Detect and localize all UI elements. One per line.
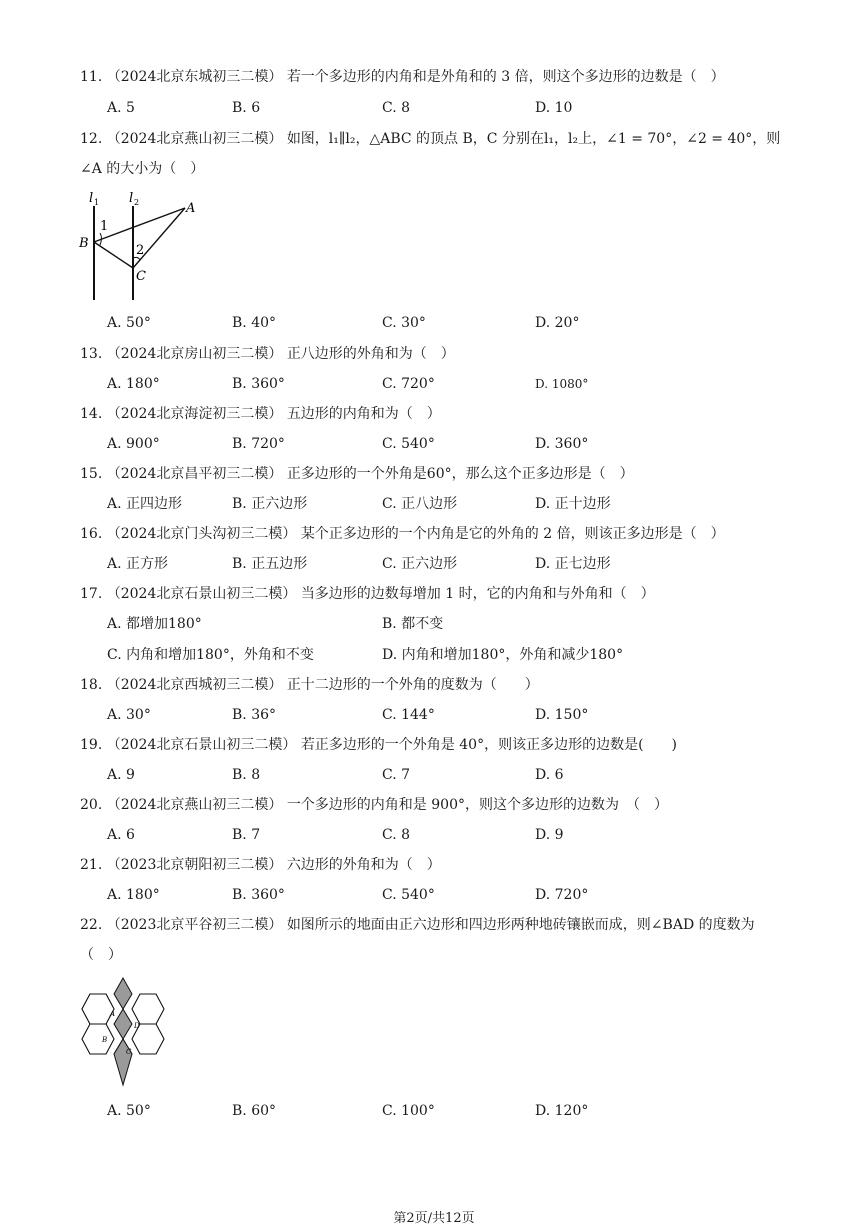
question-source: （2024北京昌平初三二模） <box>106 466 283 482</box>
option-d: D. 10 <box>535 100 573 116</box>
option-d: D. 1080° <box>535 377 589 391</box>
question-source: （2024北京东城初三二模） <box>106 69 283 85</box>
question-source: （2024北京燕山初三二模） <box>106 797 283 813</box>
question-source: （2024北京西城初三二模） <box>106 677 283 693</box>
question-number: 11. <box>80 69 103 85</box>
option-a: A. 6 <box>107 827 135 843</box>
rhombus-tile <box>114 978 132 1009</box>
figure-parallel-lines-triangle <box>76 188 206 306</box>
question-source: （2023北京平谷初三二模） <box>106 917 283 933</box>
option-a: A. 180° <box>107 376 160 392</box>
option-a: A. 50° <box>107 315 151 331</box>
option-a: A. 900° <box>107 436 160 452</box>
question-text: 如图，l₁∥l₂，△ABC 的顶点 B，C 分别在l₁，l₂上，∠1 = 70°，∠2 = 40°，则 <box>286 131 781 147</box>
rhombus-tile <box>114 1009 132 1039</box>
question-text: 正十二边形的一个外角的度数为（ ） <box>286 677 539 693</box>
option-b: B. 正六边形 <box>232 496 308 512</box>
label-a: A <box>110 1010 116 1018</box>
option-b: B. 正五边形 <box>232 556 308 572</box>
question-text: 五边形的内角和为（ ） <box>286 406 441 422</box>
segment-bc <box>94 242 133 268</box>
option-c: C. 正八边形 <box>382 496 458 512</box>
page-footer: 第2页/共12页 <box>393 1211 475 1226</box>
option-b: B. 360° <box>232 376 285 392</box>
question-text: 某个正多边形的一个内角是它的外角的 2 倍，则该正多边形是（ ） <box>300 526 725 542</box>
question-12-continued: ∠A 的大小为（ ） <box>80 161 205 177</box>
hexagon <box>132 994 164 1024</box>
question-text: 当多边形的边数每增加 1 时，它的内角和与外角和（ ） <box>300 586 655 602</box>
option-c: C. 100° <box>382 1103 435 1119</box>
question-source: （2024北京石景山初三二模） <box>106 586 297 602</box>
option-c: C. 8 <box>382 827 411 843</box>
question-number: 21. <box>80 857 103 873</box>
label-l2: l <box>129 191 134 206</box>
hexagon <box>82 1054 114 1084</box>
option-b: B. 36° <box>232 707 277 723</box>
option-a: A. 都增加180° <box>107 616 202 632</box>
label-angle-1: 1 <box>100 219 109 234</box>
option-c: C. 内角和增加180°，外角和不变 <box>107 647 314 663</box>
option-c: C. 144° <box>382 707 435 723</box>
option-d: D. 150° <box>535 707 589 723</box>
question-source: （2024北京房山初三二模） <box>106 346 283 362</box>
option-a: A. 50° <box>107 1103 151 1119</box>
question-12 <box>80 130 780 148</box>
question-text: 正多边形的一个外角是60°，那么这个正多边形是（ ） <box>286 466 634 482</box>
question-11 <box>80 68 725 86</box>
question-number: 20. <box>80 797 103 813</box>
option-b: B. 都不变 <box>382 616 444 632</box>
question-text: 一个多边形的内角和是 900°，则这个多边形的边数为 （ ） <box>286 797 668 813</box>
option-d: D. 正七边形 <box>535 556 611 572</box>
question-number: 12. <box>80 131 103 147</box>
question-text: 六边形的外角和为（ ） <box>286 857 441 873</box>
option-c: C. 8 <box>382 100 411 116</box>
label-d: D <box>134 1022 140 1030</box>
label-l2-sub: 2 <box>134 198 140 207</box>
label-l1-sub: 1 <box>94 198 100 207</box>
question-19 <box>80 736 677 754</box>
question-22-continued: （ ） <box>80 947 122 963</box>
question-source: （2024北京燕山初三二模） <box>106 131 283 147</box>
question-number: 15. <box>80 466 103 482</box>
hexagon <box>82 1024 114 1054</box>
question-13 <box>80 345 455 363</box>
option-d: D. 6 <box>535 767 564 783</box>
option-c: C. 30° <box>382 315 426 331</box>
question-number: 17. <box>80 586 103 602</box>
label-angle-2: 2 <box>136 243 145 258</box>
question-21 <box>80 856 441 874</box>
option-c: C. 540° <box>382 887 435 903</box>
question-16 <box>80 525 725 543</box>
question-number: 16. <box>80 526 103 542</box>
question-source: （2024北京海淀初三二模） <box>106 406 283 422</box>
option-b: B. 720° <box>232 436 285 452</box>
label-b: B <box>102 1036 108 1044</box>
question-text: 正八边形的外角和为（ ） <box>286 346 455 362</box>
label-b: B <box>79 236 89 251</box>
option-a: A. 正四边形 <box>107 496 183 512</box>
question-14 <box>80 405 441 423</box>
question-17 <box>80 585 655 603</box>
option-d: D. 9 <box>535 827 564 843</box>
question-number: 18. <box>80 677 103 693</box>
question-18 <box>80 676 539 694</box>
option-b: B. 6 <box>232 100 261 116</box>
hexagon <box>82 994 114 1024</box>
option-a: A. 9 <box>107 767 135 783</box>
question-source: （2024北京门头沟初三二模） <box>106 526 297 542</box>
label-l1: l <box>89 191 94 206</box>
option-a: A. 5 <box>107 100 135 116</box>
question-number: 13. <box>80 346 103 362</box>
label-c: C <box>126 1048 132 1056</box>
question-20 <box>80 796 668 814</box>
option-c: C. 7 <box>382 767 411 783</box>
question-15 <box>80 465 634 483</box>
label-a: A <box>186 201 196 216</box>
option-d: D. 720° <box>535 887 589 903</box>
option-d: D. 内角和增加180°，外角和减少180° <box>382 647 624 663</box>
option-a: A. 30° <box>107 707 151 723</box>
option-b: B. 360° <box>232 887 285 903</box>
option-a: A. 正方形 <box>107 556 169 572</box>
rhombus-tile <box>114 1039 132 1085</box>
question-number: 19. <box>80 737 103 753</box>
question-text: 若一个多边形的内角和是外角和的 3 倍，则这个多边形的边数是（ ） <box>286 69 725 85</box>
question-source: （2023北京朝阳初三二模） <box>106 857 283 873</box>
option-b: B. 8 <box>232 767 261 783</box>
question-number: 14. <box>80 406 103 422</box>
option-b: B. 40° <box>232 315 277 331</box>
question-number: 22. <box>80 917 103 933</box>
question-text: 若正多边形的一个外角是 40°，则该正多边形的边数是( ) <box>300 737 677 753</box>
question-22 <box>80 916 755 934</box>
option-d: D. 360° <box>535 436 589 452</box>
option-d: D. 120° <box>535 1103 589 1119</box>
option-b: B. 7 <box>232 827 261 843</box>
option-d: D. 正十边形 <box>535 496 611 512</box>
option-a: A. 180° <box>107 887 160 903</box>
option-b: B. 60° <box>232 1103 277 1119</box>
option-c: C. 540° <box>382 436 435 452</box>
figure-hexagon-tiling <box>76 974 172 1092</box>
question-source: （2024北京石景山初三二模） <box>106 737 297 753</box>
option-d: D. 20° <box>535 315 580 331</box>
option-c: C. 720° <box>382 376 435 392</box>
question-text: 如图所示的地面由正六边形和四边形两种地砖镶嵌而成，则∠BAD 的度数为 <box>286 917 755 933</box>
option-c: C. 正六边形 <box>382 556 458 572</box>
label-c: C <box>136 269 146 284</box>
